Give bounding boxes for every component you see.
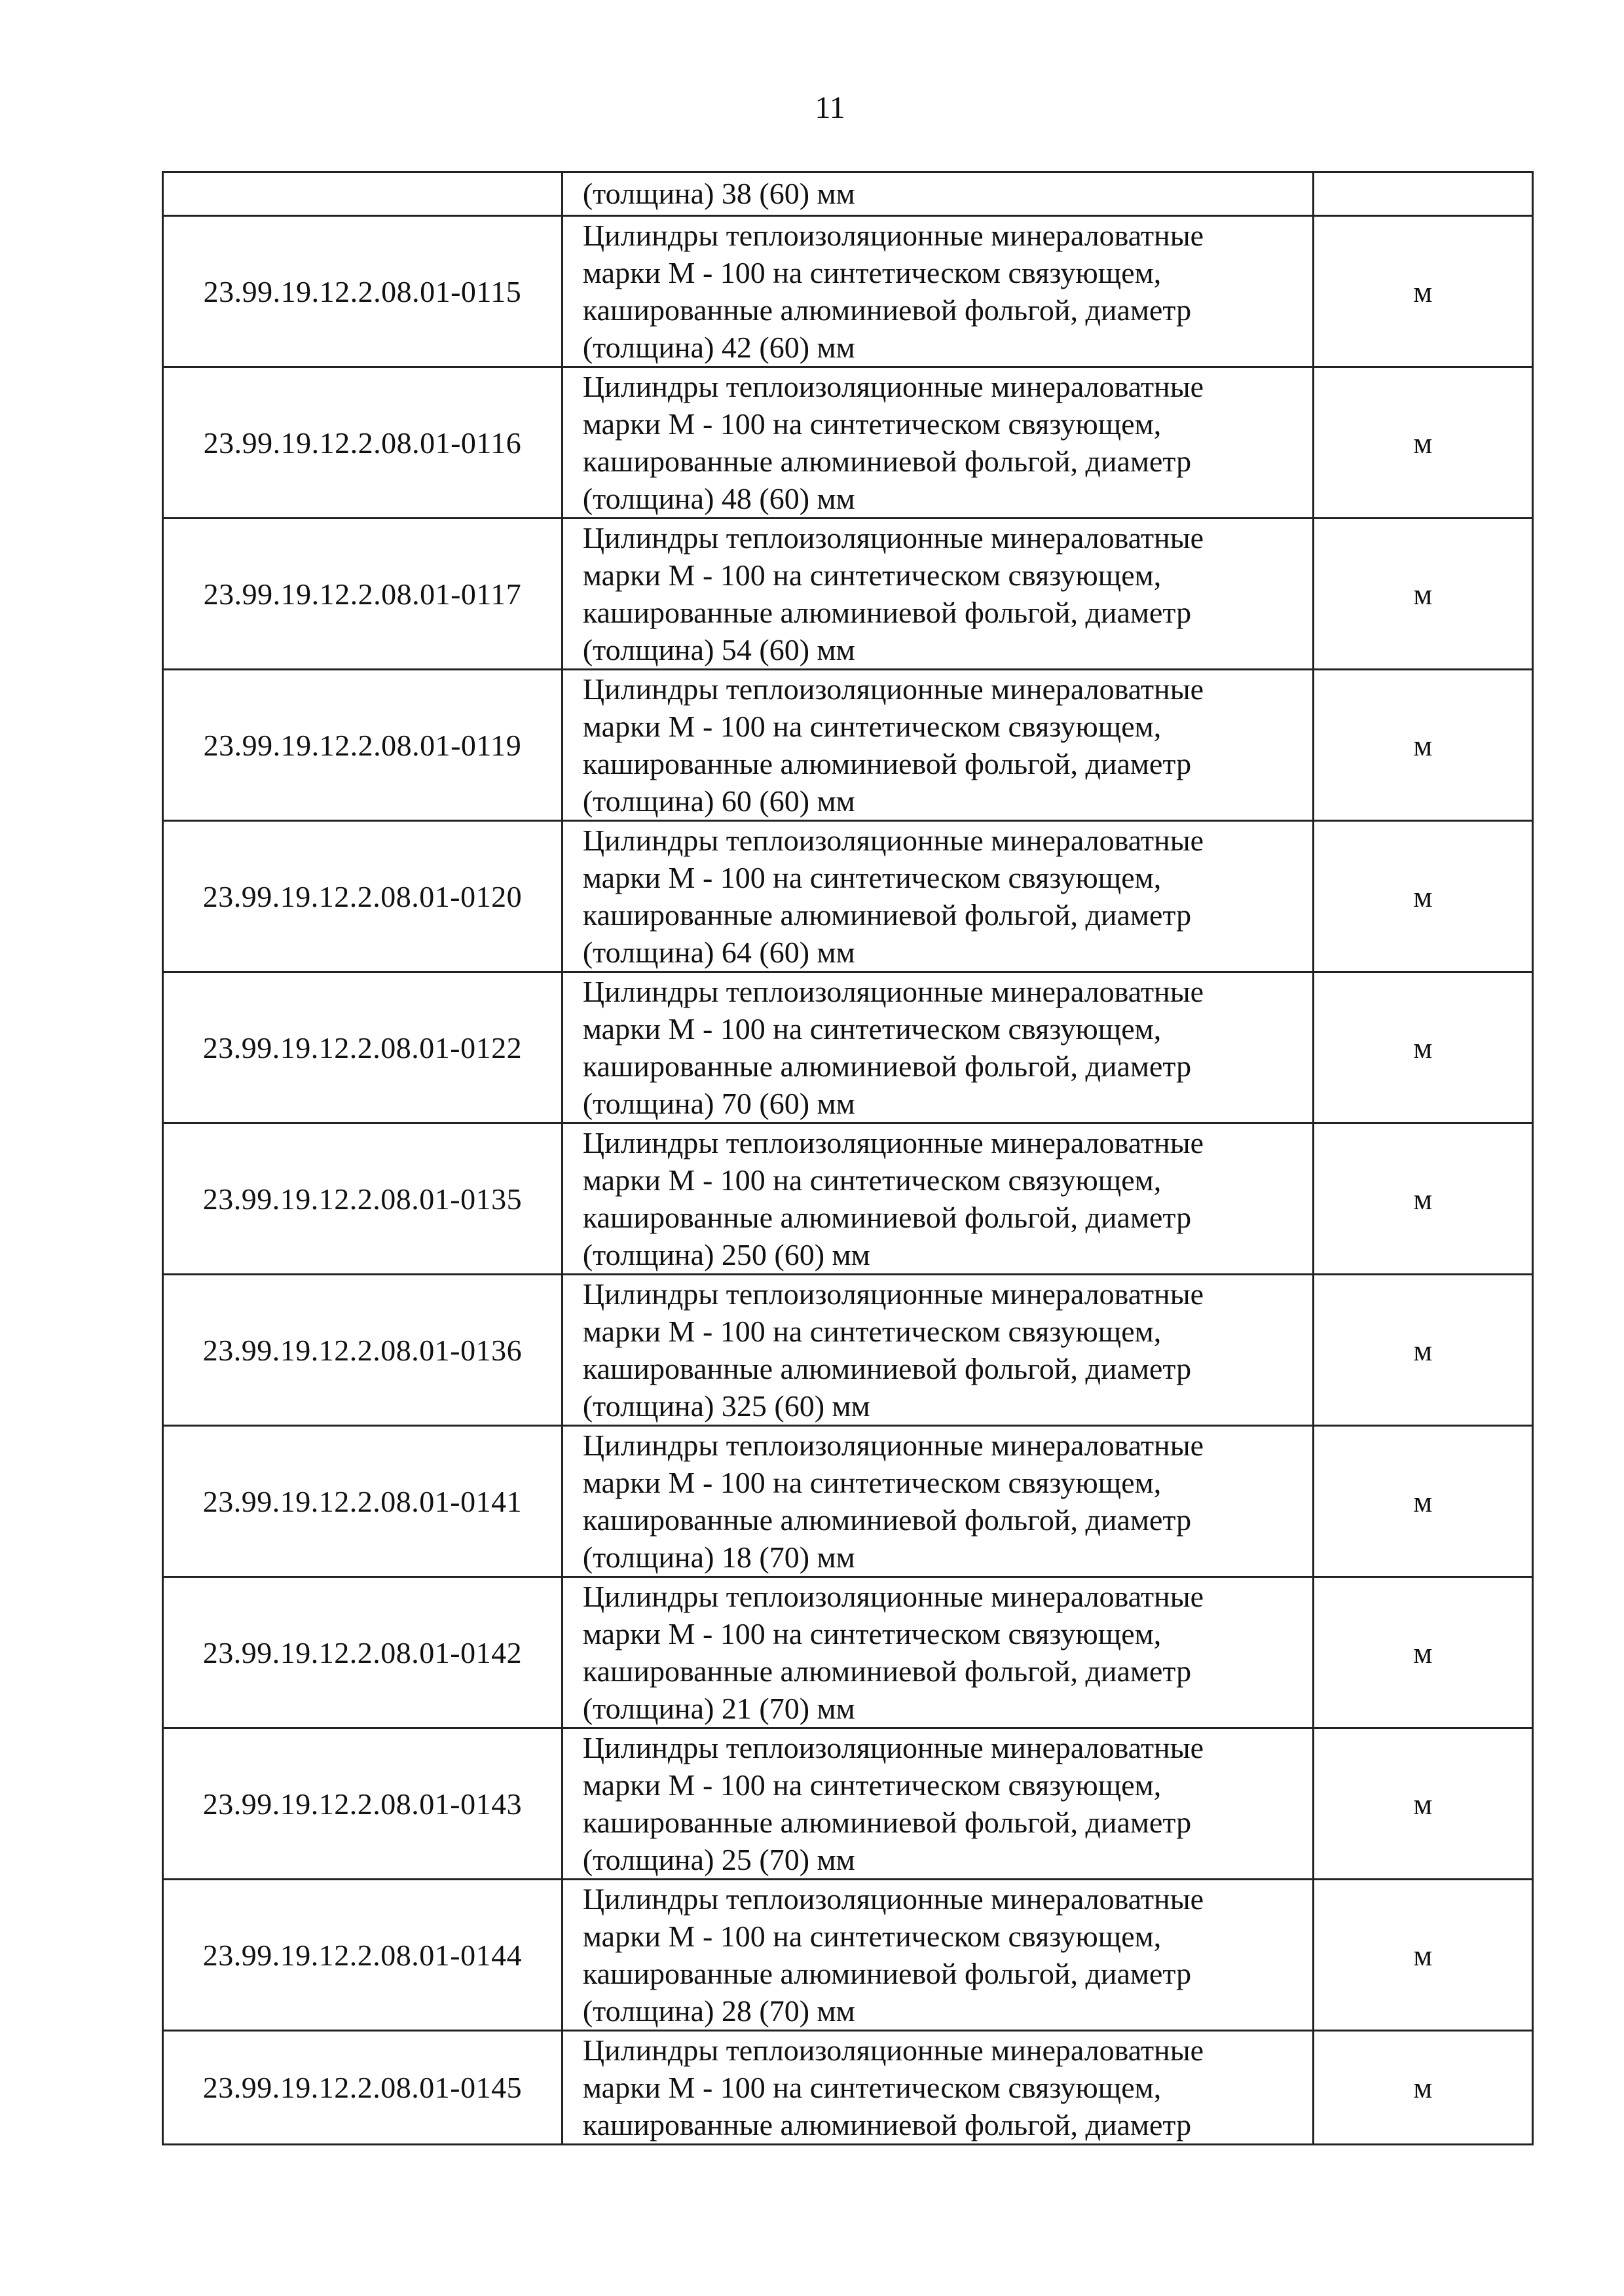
description-line: марки М - 100 на синтетическом связующем, [582,1012,1162,1046]
table-row [163,1577,1533,1728]
description-line: Цилиндры теплоизоляционные минераловатные [582,1429,1204,1462]
description-line: Цилиндры теплоизоляционные минераловатные [582,1277,1204,1311]
description-line: кашированные алюминиевой фольгой, диаметр [582,596,1192,629]
code-cell: 23.99.19.12.2.08.01-0142 [163,1577,563,1728]
table-row [163,216,1533,367]
description-line: марки М - 100 на синтетическом связующем, [582,861,1162,894]
description-cell [562,367,1313,519]
unit-cell: м [1313,1728,1533,1880]
table-row [163,821,1533,972]
unit-cell: м [1313,2031,1533,2145]
description-line: марки М - 100 на синтетическом связующем, [582,1920,1162,1953]
code-cell: 23.99.19.12.2.08.01-0117 [163,519,563,670]
code-cell: 23.99.19.12.2.08.01-0143 [163,1728,563,1880]
description-line: марки М - 100 на синтетическом связующем, [582,1617,1162,1650]
description-cell [562,2031,1313,2145]
table-row [163,519,1533,670]
table-row-continuation [163,172,1533,216]
description-cell [562,216,1313,367]
description-cell [562,1426,1313,1577]
description-line: кашированные алюминиевой фольгой, диаметр [582,1654,1192,1688]
description-line: (толщина) 48 (60) мм [582,482,855,515]
description-line: (толщина) 18 (70) мм [582,1540,855,1574]
table-row [163,972,1533,1123]
unit-cell: м [1313,821,1533,972]
description-cell [562,172,1313,216]
description-cell [562,519,1313,670]
unit-cell: м [1313,367,1533,519]
code-cell: 23.99.19.12.2.08.01-0120 [163,821,563,972]
code-cell: 23.99.19.12.2.08.01-0115 [163,216,563,367]
description-line: марки М - 100 на синтетическом связующем, [582,1163,1162,1197]
description-cell [562,972,1313,1123]
description-line: марки М - 100 на синтетическом связующем, [582,407,1162,441]
description-line: Цилиндры теплоизоляционные минераловатные [582,521,1204,555]
description-line: марки М - 100 на синтетическом связующем, [582,558,1162,592]
description-line: кашированные алюминиевой фольгой, диаметр [582,1957,1192,1990]
table-row [163,1426,1533,1577]
unit-cell: м [1313,519,1533,670]
description-cell [562,1275,1313,1426]
description-line: марки М - 100 на синтетическом связующем, [582,2071,1162,2104]
unit-cell: м [1313,216,1533,367]
table-row [163,1880,1533,2031]
code-cell: 23.99.19.12.2.08.01-0119 [163,670,563,821]
table-row [163,670,1533,821]
unit-cell: м [1313,1880,1533,2031]
description-line: кашированные алюминиевой фольгой, диаметр [582,445,1192,478]
description-line: Цилиндры теплоизоляционные минераловатные [582,1731,1204,1764]
description-line: (толщина) 250 (60) мм [582,1238,870,1271]
table-row [163,1728,1533,1880]
description-line: Цилиндры теплоизоляционные минераловатные [582,672,1204,706]
unit-cell: м [1313,1426,1533,1577]
description-line: (толщина) 21 (70) мм [582,1692,855,1725]
description-line: марки М - 100 на синтетическом связующем, [582,256,1162,289]
materials-table [162,171,1534,2145]
description-line: (толщина) 60 (60) мм [582,784,855,818]
unit-cell [1313,172,1533,216]
description-line: Цилиндры теплоизоляционные минераловатные [582,975,1204,1008]
description-line: Цилиндры теплоизоляционные минераловатные [582,824,1204,857]
description-line: кашированные алюминиевой фольгой, диаметр [582,2108,1192,2141]
unit-cell: м [1313,1275,1533,1426]
unit-cell: м [1313,972,1533,1123]
description-line: Цилиндры теплоизоляционные минераловатные [582,1580,1204,1613]
description-line: кашированные алюминиевой фольгой, диаметр [582,1049,1192,1083]
description-cell [562,1880,1313,2031]
description-cell [562,1728,1313,1880]
description-line: марки М - 100 на синтетическом связующем, [582,1315,1162,1348]
code-cell: 23.99.19.12.2.08.01-0122 [163,972,563,1123]
unit-cell: м [1313,670,1533,821]
description-line: Цилиндры теплоизоляционные минераловатные [582,2033,1204,2067]
description-line: Цилиндры теплоизоляционные минераловатные [582,1882,1204,1916]
description-line: (толщина) 28 (70) мм [582,1994,855,2028]
page-number: 11 [815,90,845,125]
table-row [163,1123,1533,1275]
description-line: (толщина) 64 (60) мм [582,936,855,969]
description-line: Цилиндры теплоизоляционные минераловатные [582,1126,1204,1159]
code-cell: 23.99.19.12.2.08.01-0145 [163,2031,563,2145]
description-cell [562,821,1313,972]
unit-cell: м [1313,1577,1533,1728]
description-line: (толщина) 54 (60) мм [582,633,855,666]
description-cell [562,1577,1313,1728]
description-line: марки М - 100 на синтетическом связующем, [582,1768,1162,1802]
description-line: кашированные алюминиевой фольгой, диаметр [582,1201,1192,1234]
code-cell [163,172,563,216]
description-line: (толщина) 325 (60) мм [582,1389,870,1423]
description-line: (толщина) 38 (60) мм [582,177,855,210]
description-line: марки М - 100 на синтетическом связующем, [582,710,1162,743]
description-line: кашированные алюминиевой фольгой, диаметр [582,747,1192,780]
code-cell: 23.99.19.12.2.08.01-0144 [163,1880,563,2031]
description-cell [562,670,1313,821]
code-cell: 23.99.19.12.2.08.01-0116 [163,367,563,519]
description-line: Цилиндры теплоизоляционные минераловатные [582,219,1204,252]
description-line: (толщина) 25 (70) мм [582,1843,855,1876]
description-line: кашированные алюминиевой фольгой, диаметр [582,1503,1192,1537]
description-line: кашированные алюминиевой фольгой, диаметр [582,1352,1192,1385]
table-row [163,1275,1533,1426]
code-cell: 23.99.19.12.2.08.01-0136 [163,1275,563,1426]
description-line: (толщина) 70 (60) мм [582,1087,855,1120]
description-cell [562,1123,1313,1275]
table-row [163,367,1533,519]
table-body [163,172,1533,2145]
description-line: кашированные алюминиевой фольгой, диаметр [582,293,1192,327]
code-cell: 23.99.19.12.2.08.01-0135 [163,1123,563,1275]
description-line: кашированные алюминиевой фольгой, диаметр [582,1806,1192,1839]
description-line: Цилиндры теплоизоляционные минераловатные [582,370,1204,403]
description-line: кашированные алюминиевой фольгой, диаметр [582,898,1192,932]
description-line: (толщина) 42 (60) мм [582,331,855,364]
unit-cell: м [1313,1123,1533,1275]
code-cell: 23.99.19.12.2.08.01-0141 [163,1426,563,1577]
table-row [163,2031,1533,2145]
description-line: марки М - 100 на синтетическом связующем, [582,1466,1162,1499]
